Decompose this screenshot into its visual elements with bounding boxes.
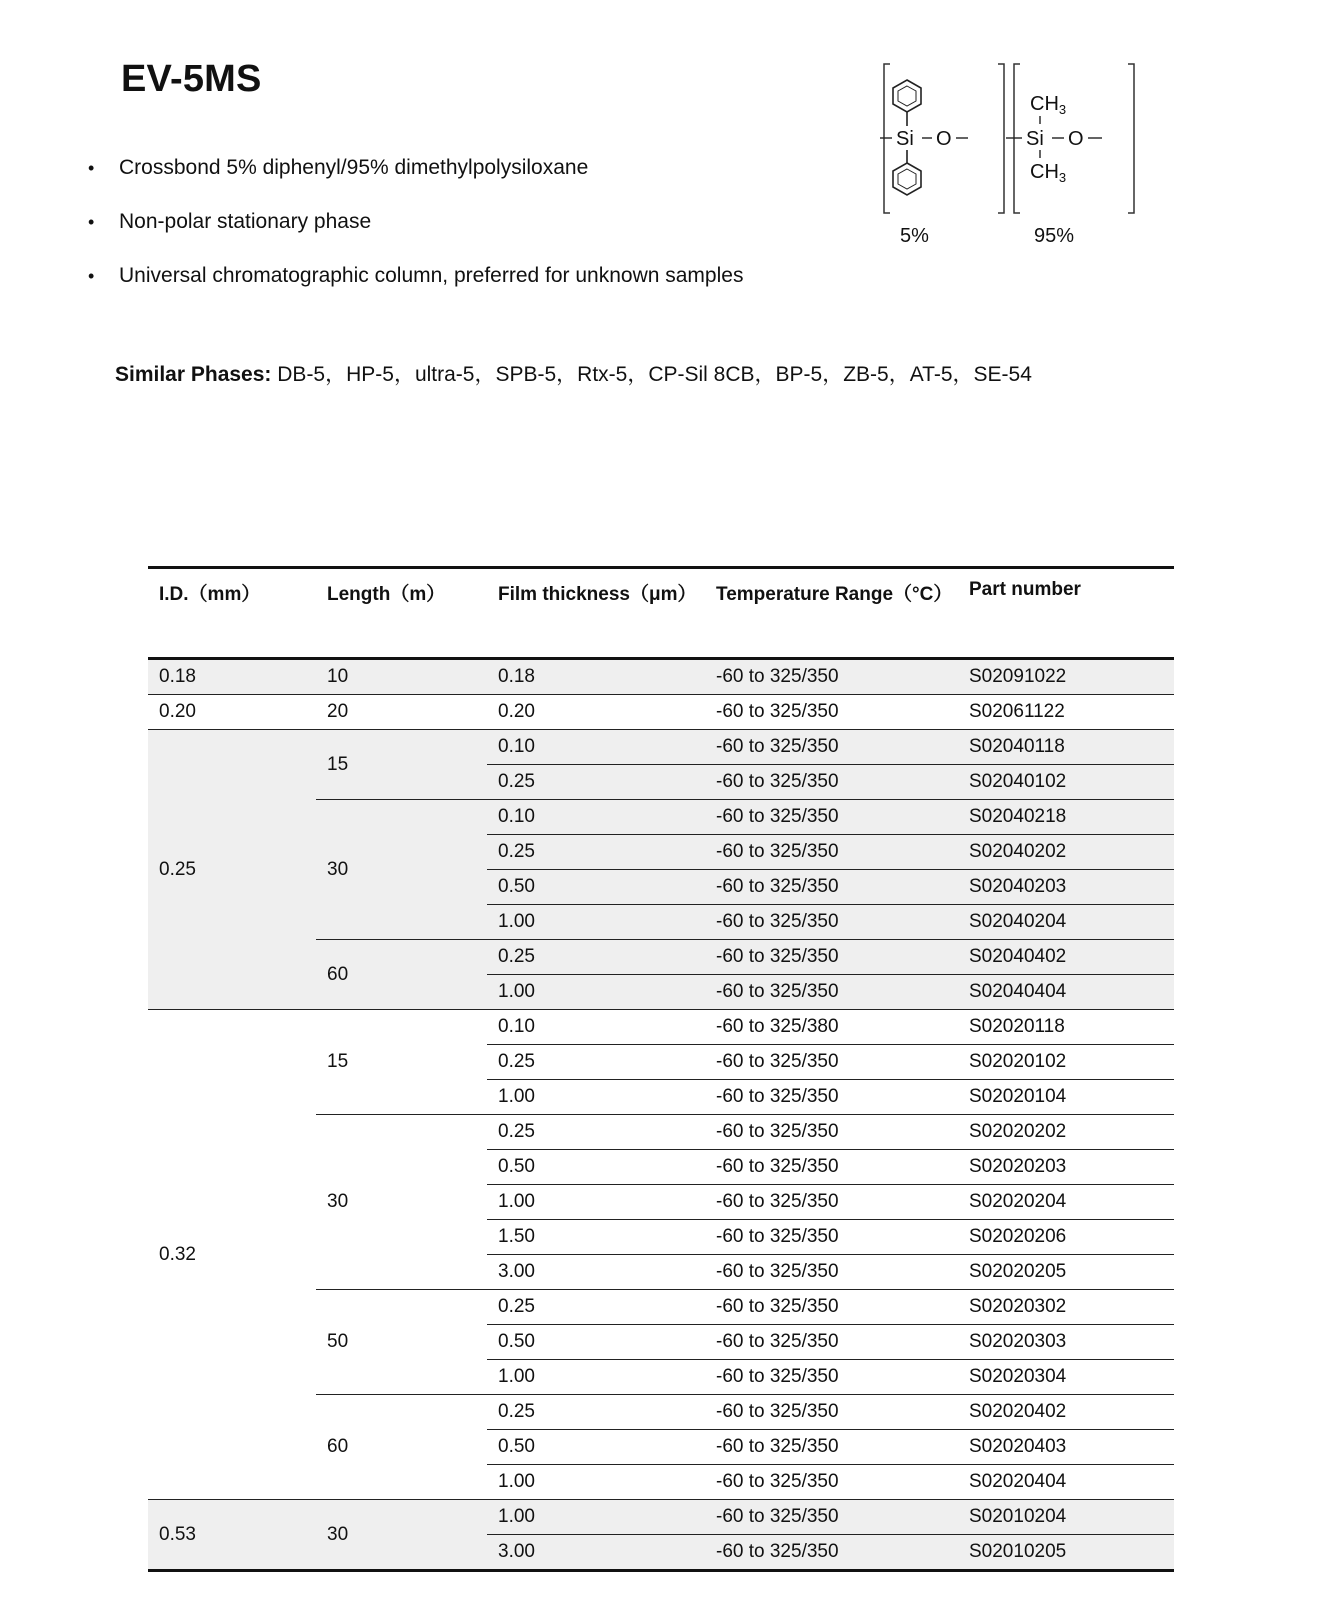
si-label-left: Si [896, 128, 914, 150]
cell-film-thickness: 0.25 [487, 1290, 705, 1325]
table-header-row [148, 568, 1174, 659]
cell-temperature-range: -60 to 325/350 [705, 765, 958, 800]
o-label-right: O [1068, 128, 1084, 150]
cell-temperature-range: -60 to 325/350 [705, 1430, 958, 1465]
cell-part-number: S02040402 [958, 940, 1174, 975]
cell-temperature-range: -60 to 325/350 [705, 1115, 958, 1150]
cell-id: 0.18 [148, 659, 316, 695]
cell-part-number: S02040102 [958, 765, 1174, 800]
phenyl-ring-top-icon [893, 80, 921, 126]
cell-length: 30 [316, 1500, 487, 1571]
cell-temperature-range: -60 to 325/350 [705, 835, 958, 870]
cell-temperature-range: -60 to 325/350 [705, 1080, 958, 1115]
si-label-right: Si [1026, 128, 1044, 150]
cell-id: 0.32 [148, 1010, 316, 1500]
cell-part-number: S02020302 [958, 1290, 1174, 1325]
cell-film-thickness: 0.25 [487, 1115, 705, 1150]
cell-film-thickness: 1.00 [487, 1080, 705, 1115]
cell-temperature-range: -60 to 325/350 [705, 800, 958, 835]
left-bracket-close [998, 64, 1004, 213]
cell-part-number: S02020404 [958, 1465, 1174, 1500]
cell-film-thickness: 0.20 [487, 695, 705, 730]
cell-temperature-range: -60 to 325/350 [705, 695, 958, 730]
cell-film-thickness: 1.00 [487, 905, 705, 940]
cell-id: 0.53 [148, 1500, 316, 1571]
cell-film-thickness: 1.00 [487, 1185, 705, 1220]
table-row [148, 1010, 1174, 1045]
feature-text: Universal chromatographic column, preferred for unknown samples [119, 264, 744, 287]
right-bracket-close [1128, 64, 1134, 213]
percent-left: 5% [900, 225, 929, 247]
similar-phases-label: Similar Phases: [115, 363, 272, 386]
cell-part-number: S02040203 [958, 870, 1174, 905]
cell-part-number: S02020402 [958, 1395, 1174, 1430]
cell-part-number: S02020204 [958, 1185, 1174, 1220]
cell-temperature-range: -60 to 325/350 [705, 659, 958, 695]
cell-temperature-range: -60 to 325/350 [705, 1150, 958, 1185]
feature-text: Crossbond 5% diphenyl/95% dimethylpolysiloxane [119, 156, 589, 179]
cell-part-number: S02020403 [958, 1430, 1174, 1465]
chemical-structure-diagram [880, 58, 1170, 258]
feature-text: Non-polar stationary phase [119, 210, 372, 233]
cell-film-thickness: 1.00 [487, 1360, 705, 1395]
o-label-left: O [936, 128, 952, 150]
table-row [148, 695, 1174, 730]
cell-film-thickness: 1.50 [487, 1220, 705, 1255]
header-film-thickness: Film thickness（μm） [487, 568, 705, 659]
column-spec-table [148, 566, 1174, 1572]
cell-length: 20 [316, 695, 487, 730]
cell-part-number: S02010204 [958, 1500, 1174, 1535]
table-row [148, 659, 1174, 695]
feature-item [88, 155, 743, 209]
table-row [148, 1500, 1174, 1535]
cell-part-number: S02040118 [958, 730, 1174, 765]
cell-film-thickness: 3.00 [487, 1535, 705, 1571]
table-row [148, 730, 1174, 765]
similar-phases-values: DB-5，HP-5，ultra-5，SPB-5，Rtx-5，CP-Sil 8CB，BP-5，ZB-5，AT-5，SE-54 [277, 363, 1032, 386]
cell-temperature-range: -60 to 325/350 [705, 1325, 958, 1360]
cell-part-number: S02020104 [958, 1080, 1174, 1115]
cell-temperature-range: -60 to 325/350 [705, 1465, 958, 1500]
cell-temperature-range: -60 to 325/350 [705, 975, 958, 1010]
cell-film-thickness: 1.00 [487, 975, 705, 1010]
cell-temperature-range: -60 to 325/350 [705, 870, 958, 905]
cell-length: 15 [316, 1010, 487, 1115]
cell-film-thickness: 0.25 [487, 765, 705, 800]
cell-part-number: S02040204 [958, 905, 1174, 940]
cell-temperature-range: -60 to 325/350 [705, 1360, 958, 1395]
cell-temperature-range: -60 to 325/350 [705, 1500, 958, 1535]
cell-film-thickness: 0.18 [487, 659, 705, 695]
cell-length: 10 [316, 659, 487, 695]
cell-temperature-range: -60 to 325/350 [705, 1185, 958, 1220]
cell-part-number: S02020102 [958, 1045, 1174, 1080]
phenyl-ring-bottom-icon [893, 150, 921, 195]
feature-item [88, 209, 743, 263]
table-body [148, 659, 1174, 1571]
cell-id: 0.25 [148, 730, 316, 1010]
cell-temperature-range: -60 to 325/350 [705, 730, 958, 765]
cell-part-number: S02091022 [958, 659, 1174, 695]
bullet-icon: • [88, 266, 95, 286]
header-temperature-range: Temperature Range（°C） [705, 568, 958, 659]
cell-temperature-range: -60 to 325/350 [705, 1220, 958, 1255]
cell-temperature-range: -60 to 325/380 [705, 1010, 958, 1045]
cell-length: 30 [316, 1115, 487, 1290]
cell-part-number: S02040218 [958, 800, 1174, 835]
header-length: Length（m） [316, 568, 487, 659]
cell-temperature-range: -60 to 325/350 [705, 1395, 958, 1430]
cell-part-number: S02061122 [958, 695, 1174, 730]
cell-temperature-range: -60 to 325/350 [705, 1255, 958, 1290]
ch3-bottom-label: $CH_3$ [1030, 161, 1067, 185]
cell-film-thickness: 0.10 [487, 730, 705, 765]
cell-temperature-range: -60 to 325/350 [705, 1290, 958, 1325]
cell-temperature-range: -60 to 325/350 [705, 1045, 958, 1080]
cell-film-thickness: 0.50 [487, 1150, 705, 1185]
cell-part-number: S02040404 [958, 975, 1174, 1010]
cell-part-number: S02040202 [958, 835, 1174, 870]
cell-film-thickness: 0.50 [487, 1430, 705, 1465]
bullet-icon: • [88, 158, 95, 178]
cell-film-thickness: 0.25 [487, 1395, 705, 1430]
cell-part-number: S02020304 [958, 1360, 1174, 1395]
cell-length: 60 [316, 1395, 487, 1500]
cell-film-thickness: 0.25 [487, 835, 705, 870]
cell-part-number: S02020202 [958, 1115, 1174, 1150]
cell-part-number: S02010205 [958, 1535, 1174, 1571]
cell-film-thickness: 3.00 [487, 1255, 705, 1290]
similar-phases [115, 358, 1032, 388]
cell-id: 0.20 [148, 695, 316, 730]
header-id: I.D.（mm） [148, 568, 316, 659]
cell-part-number: S02020118 [958, 1010, 1174, 1045]
cell-part-number: S02020206 [958, 1220, 1174, 1255]
cell-temperature-range: -60 to 325/350 [705, 905, 958, 940]
ch3-top-label: $CH_3$ [1030, 93, 1067, 117]
cell-film-thickness: 0.50 [487, 1325, 705, 1360]
cell-film-thickness: 0.25 [487, 1045, 705, 1080]
cell-part-number: S02020203 [958, 1150, 1174, 1185]
cell-film-thickness: 1.00 [487, 1465, 705, 1500]
header-part-number: Part number [958, 568, 1174, 659]
cell-temperature-range: -60 to 325/350 [705, 940, 958, 975]
feature-list [88, 155, 743, 317]
cell-film-thickness: 0.50 [487, 870, 705, 905]
cell-length: 50 [316, 1290, 487, 1395]
cell-film-thickness: 0.10 [487, 800, 705, 835]
cell-part-number: S02020303 [958, 1325, 1174, 1360]
cell-length: 60 [316, 940, 487, 1010]
cell-length: 30 [316, 800, 487, 940]
cell-length: 15 [316, 730, 487, 800]
cell-temperature-range: -60 to 325/350 [705, 1535, 958, 1571]
bullet-icon: • [88, 212, 95, 232]
cell-part-number: S02020205 [958, 1255, 1174, 1290]
feature-item [88, 263, 743, 317]
cell-film-thickness: 0.25 [487, 940, 705, 975]
page-title: EV-5MS [121, 58, 262, 100]
cell-film-thickness: 1.00 [487, 1500, 705, 1535]
percent-right: 95% [1034, 225, 1075, 247]
cell-film-thickness: 0.10 [487, 1010, 705, 1045]
